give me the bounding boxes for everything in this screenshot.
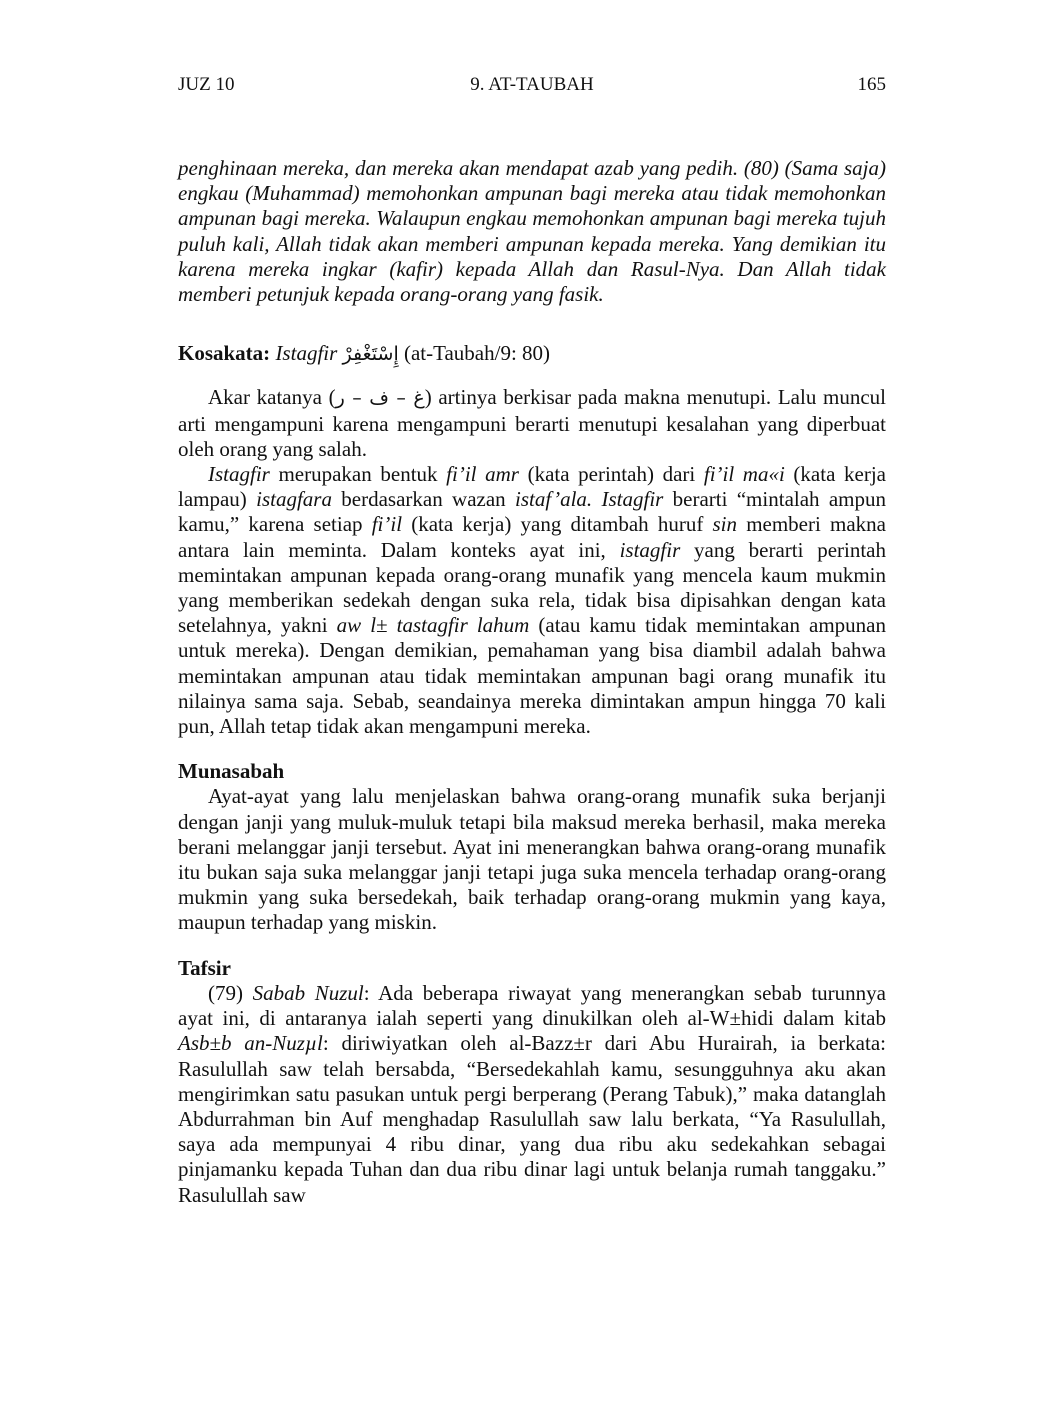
surah-title: 9. AT-TAUBAH xyxy=(470,74,594,95)
kosakata-heading: Kosakata: xyxy=(178,341,271,366)
term-italic: fi’il amr xyxy=(446,462,519,487)
translation-paragraph: penghinaan mereka, dan mereka akan mendapat azab yang pedih. (80) (Sama saja) engkau (Muhammad) memohonkan ampunan bagi mereka atau tidak memohonkan ampunan bagi mereka. Walaupun engkau memohonkan ampunan bagi mereka tujuh puluh kali, Allah tidak akan memberi ampunan kepada mereka. Yang demikian itu karena mereka ingkar (kafir) kepada Allah dan Rasul-Nya. Dan Allah tidak memberi petunjuk kepada orang-orang yang fasik. xyxy=(178,156,886,307)
term-italic: fi’il ma«i xyxy=(703,462,785,487)
munasabah-paragraph: Ayat-ayat yang lalu menjelaskan bahwa orang-orang munafik suka berjanji dengan janji yang muluk-muluk tetapi bila maksud mereka berhasil, maka mereka berani melanggar janji tersebut. Ayat ini menerangkan bahwa orang-orang munafik itu bukan saja suka melanggar janji tetapi juga suka mencela terhadap orang-orang mukmin yang suka bersedekah, baik terhadap orang-orang mukmin yang kaya, maupun terhadap yang miskin. xyxy=(178,784,886,935)
term-italic: Istagfir xyxy=(601,487,664,512)
text-span: (kata perintah) dari xyxy=(518,462,704,487)
text-span: (atau kamu tidak memintakan ampunan untuk mereka). Dengan demikian, pemahaman yang bisa diambil adalah bahwa memintakan ampunan atau tidak memintakan ampunan bagi orang munafik itu nilainya sama saja. Sebab, seandainya mereka dimintakan ampun hingga 70 kali pun, Allah tetap tidak akan mengampuni mereka. xyxy=(178,613,887,739)
arabic-root-letters: غ – ف – ر xyxy=(335,387,425,410)
text-span: : Ada beberapa riwayat yang menerangkan sebab turunnya ayat ini, di antaranya ialah seperti yang dinukilkan oleh al-W±hidi dalam kitab xyxy=(178,980,886,1031)
tafsir-paragraph xyxy=(178,981,886,1208)
term-italic: aw l± tastagfir lahum xyxy=(336,613,530,638)
text-span: yang berarti perintah memintakan ampunan kepada orang-orang munafik yang mencela kaum mukmin yang memberikan sedekah dengan suka rela, tidak bisa dipisahkan dengan kata setelahnya, yakni xyxy=(178,537,887,638)
text-span: Akar katanya ( xyxy=(208,385,336,410)
text-span: berdasarkan wazan xyxy=(331,487,515,512)
text-span: memberi makna antara lain meminta. Dalam konteks ayat ini, xyxy=(178,512,886,562)
term-italic: fi’il xyxy=(371,512,403,537)
kosakata-paragraph-root xyxy=(178,385,886,462)
running-header xyxy=(178,74,886,102)
book-title: Asb±b an-Nuzµl xyxy=(178,1031,323,1056)
tafsir-heading: Tafsir xyxy=(178,955,231,980)
kosakata-reference: (at-Taubah/9: 80) xyxy=(403,341,551,366)
text-span: merupakan bentuk xyxy=(269,462,447,487)
kosakata-paragraph-explanation xyxy=(178,462,886,739)
term-italic: Sabab Nuzul xyxy=(252,980,364,1005)
kosakata-arabic-term: إِسْتَغْفِرْ xyxy=(342,343,399,366)
text-span: (kata kerja lampau) xyxy=(178,462,886,512)
text-span: berarti “mintalah ampun kamu,” karena setiap xyxy=(178,487,887,537)
text-span: (kata kerja) yang ditambah huruf xyxy=(402,512,713,537)
term-italic: sin xyxy=(712,512,738,537)
text-span: ) artinya berkisar pada makna menutupi. Lalu muncul arti mengampuni karena mengampuni berarti menutupi kesalahan yang diperbuat oleh orang yang salah. xyxy=(178,385,886,461)
term-italic: istaf’ala. xyxy=(514,487,593,512)
term-italic: istagfara xyxy=(256,487,332,512)
kosakata-term: Istagfir xyxy=(275,341,338,366)
page-number: 165 xyxy=(857,74,886,95)
page-body xyxy=(178,156,886,1208)
verse-number: (79) xyxy=(208,980,253,1005)
term-italic: Istagfir xyxy=(208,462,270,487)
term-italic: istagfir xyxy=(619,537,681,562)
munasabah-heading: Munasabah xyxy=(178,759,285,784)
kosakata-heading-line xyxy=(178,341,886,367)
juz-label: JUZ 10 xyxy=(178,74,235,95)
text-span: : diriwiyatkan oleh al-Bazz±r dari Abu Hurairah, ia berkata: Rasulullah saw telah bersabda, “Bersedekahlah kamu, sesungguhnya aku akan mengirimkan satu pasukan untuk pergi berperang (Perang Tabuk),” maka datanglah Abdurrahman bin Auf menghadap Rasulullah saw lalu berkata, “Ya Rasulullah, saya ada mempunyai 4 ribu dinar, yang dua ribu aku sedekahkan sebagai pinjamanku kepada Tuhan dan dua ribu dinar lagi untuk belanja rumah tanggaku.” Rasulullah saw xyxy=(178,1031,886,1207)
